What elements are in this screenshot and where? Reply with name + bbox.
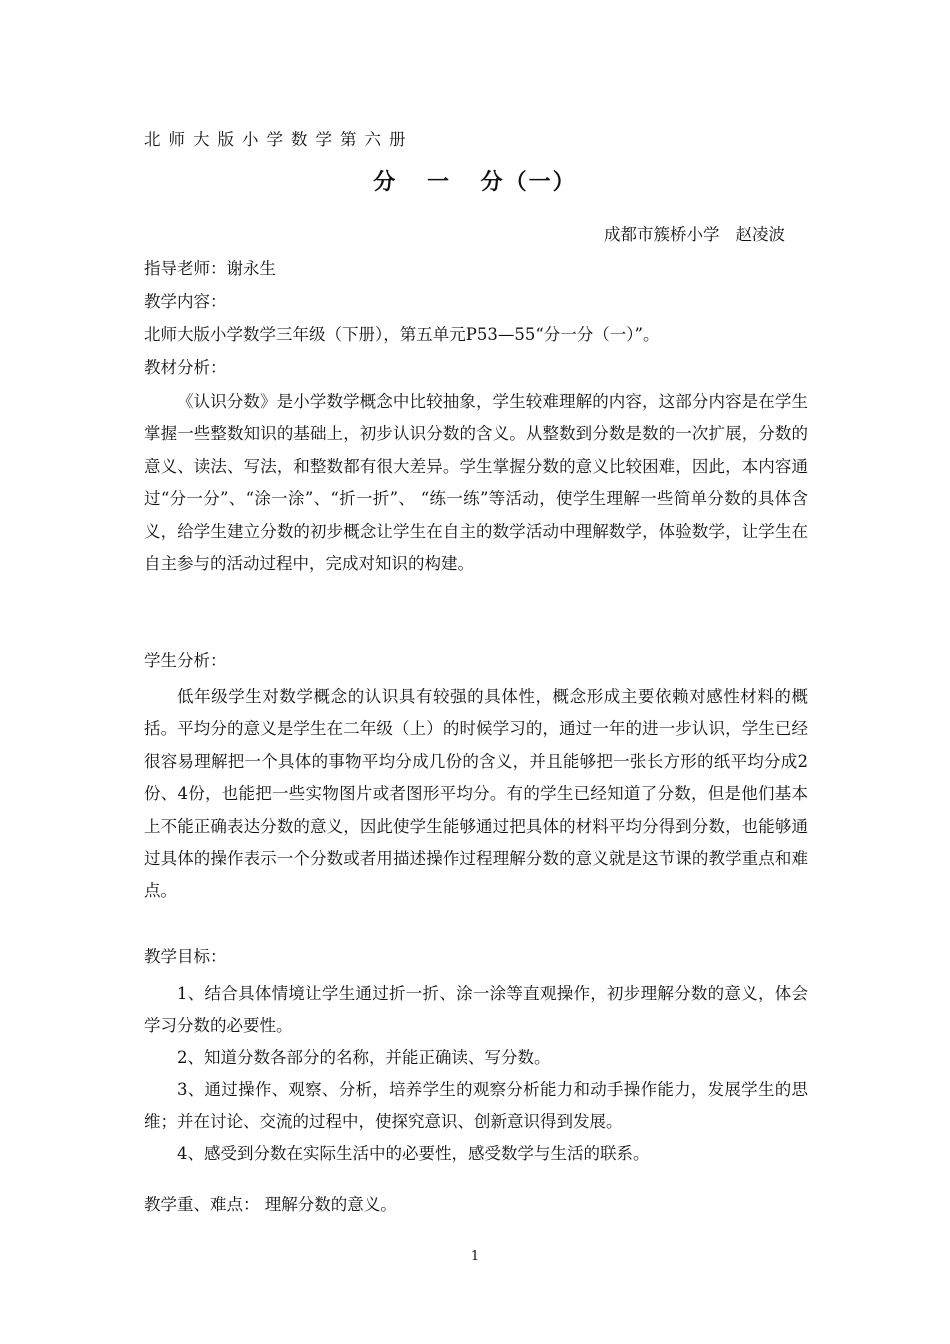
goal-item: 3、通过操作、观察、分析，培养学生的观察分析能力和动手操作能力，发展学生的思维；并在讨论、交流的过程中，使探究意识、创新意识得到发展。 — [144, 1080, 808, 1131]
page-number: 1 — [470, 1249, 480, 1264]
advisor-line: 指导老师：谢永生 — [144, 259, 276, 278]
student-label: 学生分析： — [144, 651, 227, 670]
author-name: 赵凌波 — [735, 225, 785, 244]
goal-item: 1、结合具体情境让学生通过折一折、涂一涂等直观操作，初步理解分数的意义，体会学习分数的必要性。 — [144, 984, 808, 1035]
content-text: 北师大版小学数学三年级（下册），第五单元P53—55“分一分（一）”。 — [144, 325, 660, 344]
goal-item: 2、知道分数各部分的名称，并能正确读、写分数。 — [177, 1048, 551, 1067]
document-title — [0, 170, 950, 194]
title-part-2: 一 — [426, 169, 451, 195]
material-paragraph: 《认识分数》是小学数学概念中比较抽象，学生较难理解的内容，这部分内容是在学生掌握一些整数知识的基础上，初步认识分数的含义。从整数到分数是数的一次扩展，分数的意义、读法、写法，和整数都有很大差异。学生掌握分数的意义比较困难，因此，本内容通过“分一分”、“涂一涂”、“折一折”、 “练一练”等活动，使学生理解一些简单分数的具体含义，给学生建立分数的初步概念让学生在自主的数学活动中理解数学，体验数学，让学生在自主参与的活动过程中，完成对知识的构建。 — [144, 392, 808, 574]
goal-item: 4、感受到分数在实际生活中的必要性，感受数学与生活的联系。 — [177, 1144, 650, 1163]
content-label: 教学内容： — [144, 292, 227, 311]
material-label: 教材分析： — [144, 358, 227, 377]
title-part-3: 分（一） — [480, 169, 577, 195]
student-analysis — [144, 681, 808, 908]
material-analysis — [144, 386, 808, 580]
author-line — [604, 223, 785, 247]
goals-label: 教学目标： — [144, 947, 227, 966]
keypoint-line: 教学重、难点： 理解分数的意义。 — [144, 1195, 397, 1214]
student-paragraph: 低年级学生对数学概念的认识具有较强的具体性，概念形成主要依赖对感性材料的概括。平均分的意义是学生在二年级（上）的时候学习的，通过一年的进一步认识，学生已经很容易理解把一个具体的事物平均分成几份的含义，并且能够把一张长方形的纸平均分成2份、4份，也能把一些实物图片或者图形平均分。有的学生已经知道了分数，但是他们基本上不能正确表达分数的意义，因此使学生能够通过把具体的材料平均分得到分数，也能够通过具体的操作表示一个分数或者用描述操作过程理解分数的意义就是这节课的教学重点和难点。 — [144, 687, 808, 901]
author-school: 成都市簇桥小学 — [604, 225, 720, 244]
document-subtitle: 北师大版小学数学第六册 — [144, 130, 414, 149]
title-part-1: 分 — [373, 169, 398, 195]
goals-list — [144, 978, 808, 1170]
